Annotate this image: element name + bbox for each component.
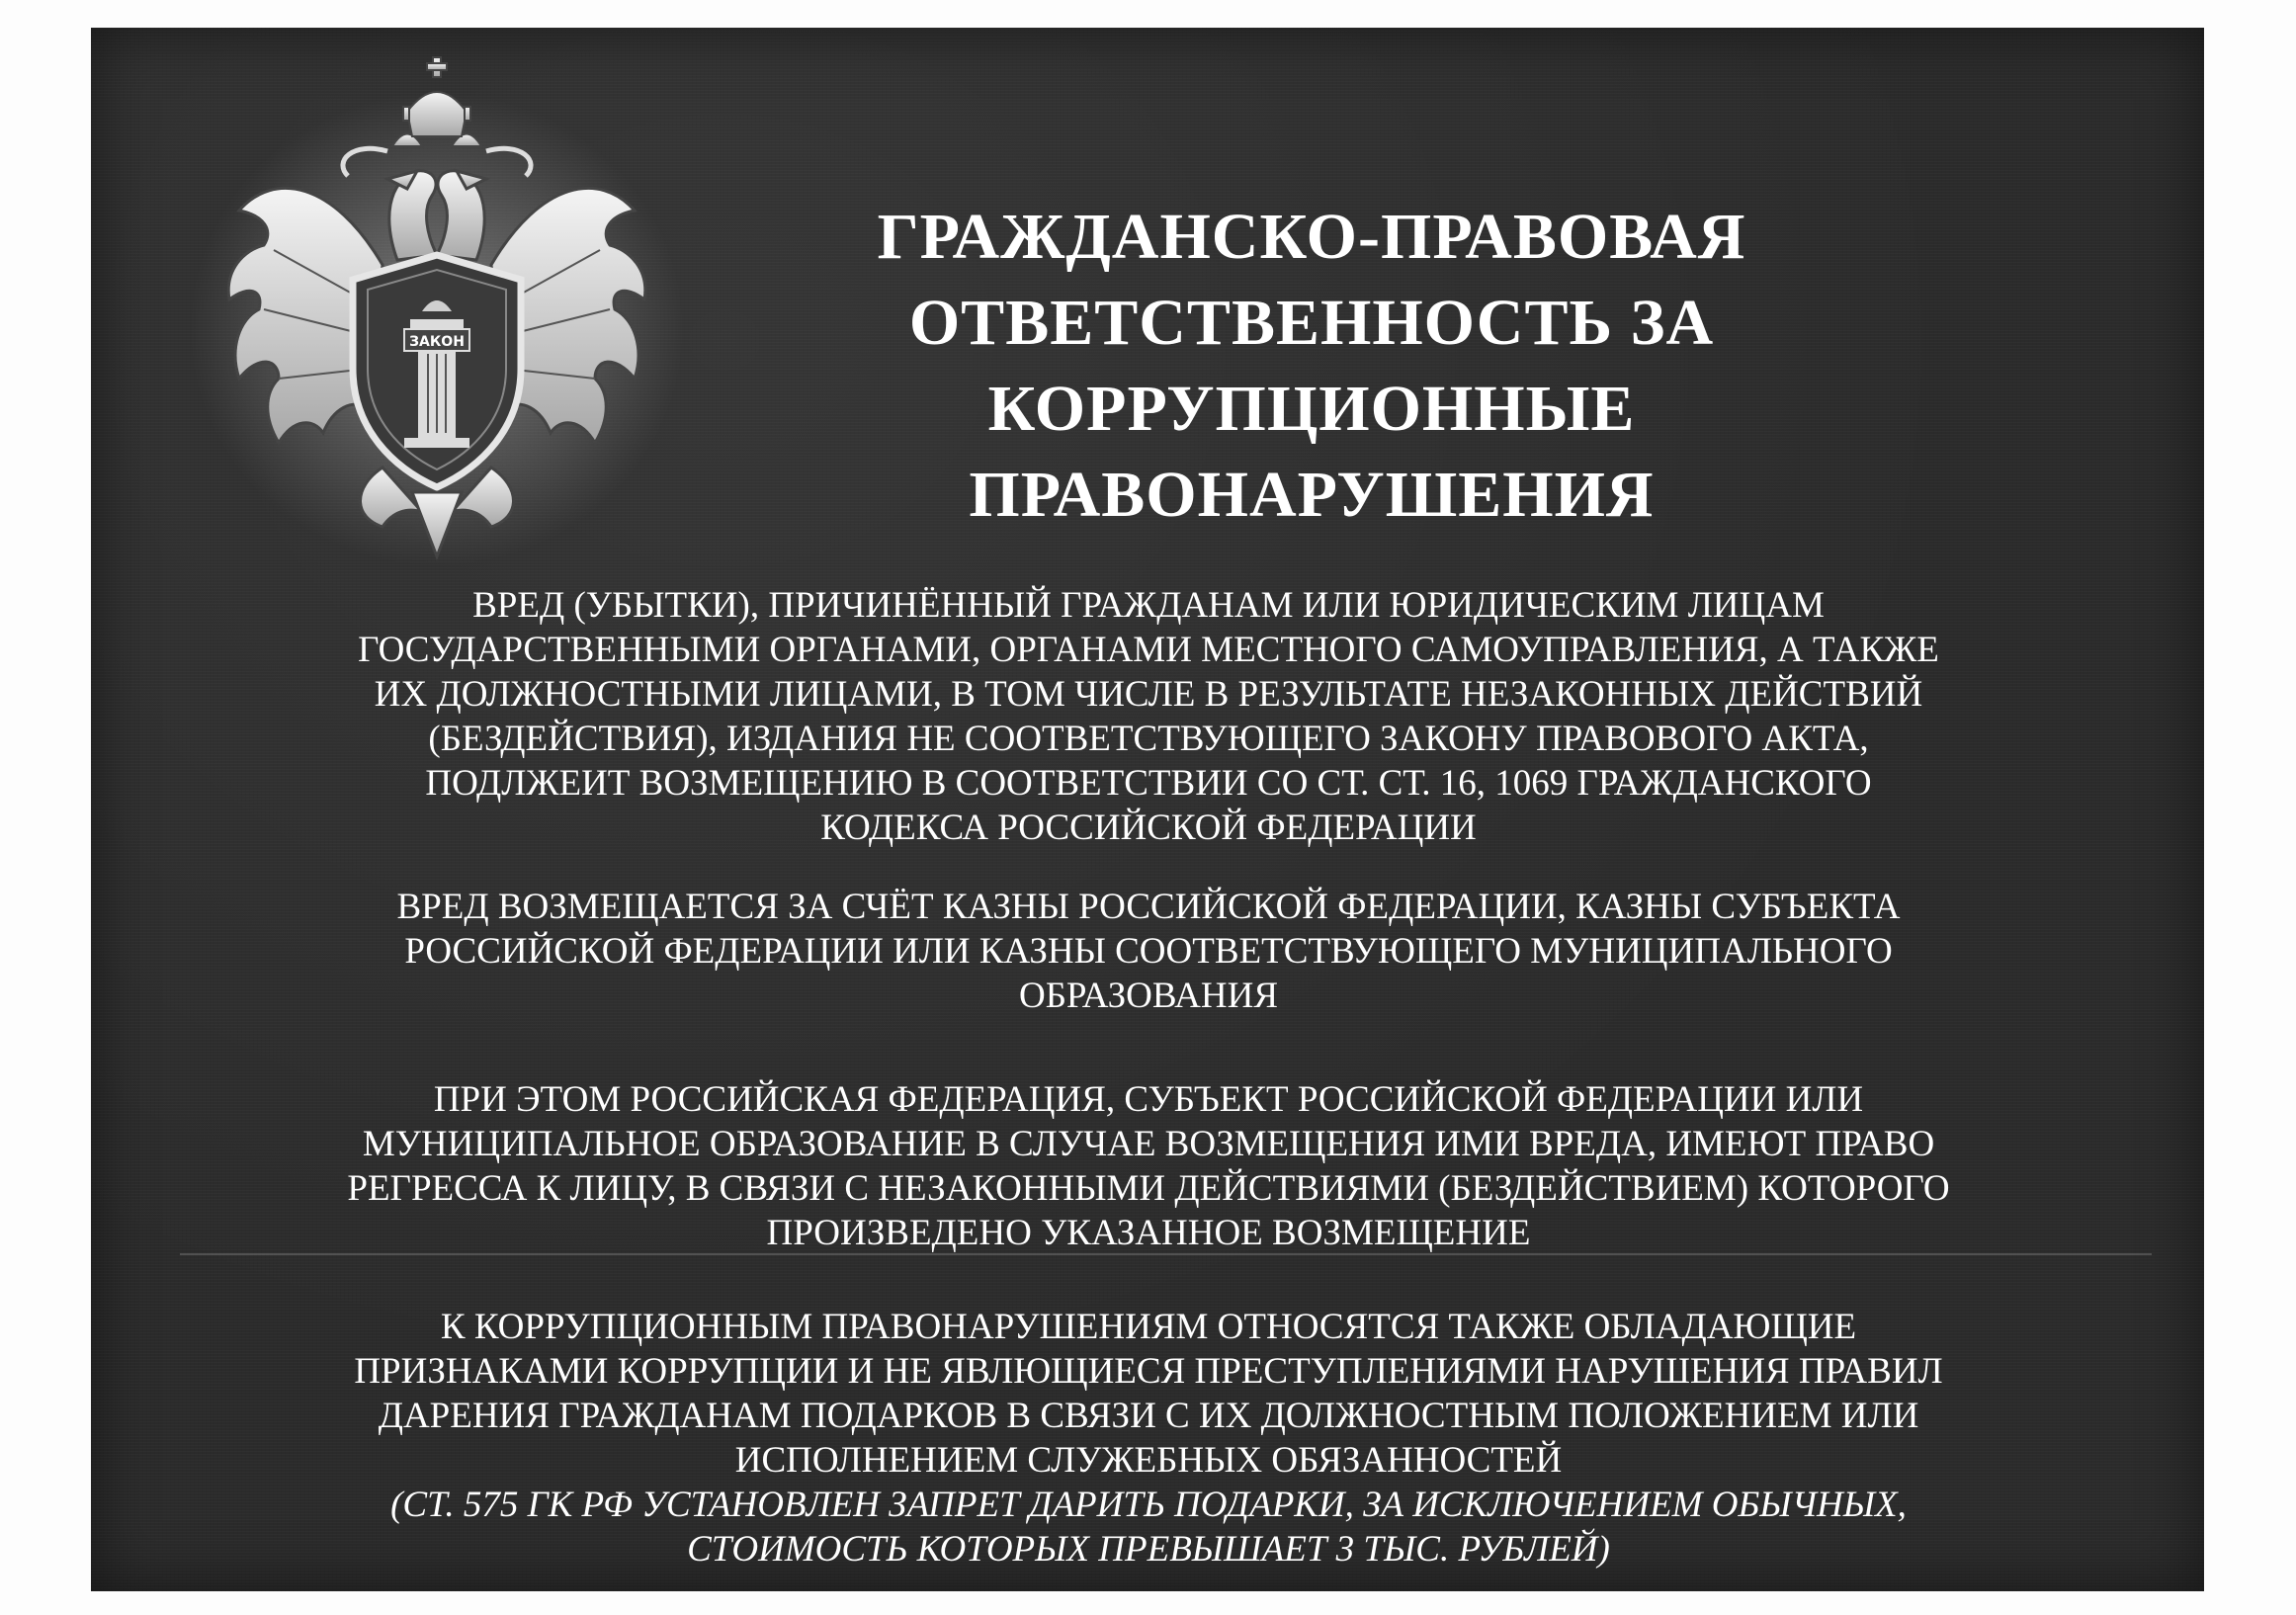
svg-text:ЗАКОН: ЗАКОН	[409, 334, 465, 350]
section-divider	[180, 1253, 2152, 1255]
text-line: РОССИЙСКОЙ ФЕДЕРАЦИИ ИЛИ КАЗНЫ СООТВЕТСТВУЮЩЕГО МУНИЦИПАЛЬНОГО	[404, 931, 1893, 972]
prosecutor-emblem-icon	[185, 52, 689, 571]
title-line: ОТВЕТСТВЕННОСТЬ ЗА	[908, 287, 1715, 359]
note-line: СТОИМОСТЬ КОТОРЫХ ПРЕВЫШАЕТ 3 ТЫС. РУБЛЕЙ)	[687, 1529, 1610, 1570]
poster-title	[704, 194, 1919, 538]
text-line: ПРИЗНАКАМИ КОРРУПЦИИ И НЕ ЯВЛЮЩИЕСЯ ПРЕСТУПЛЕНИЯМИ НАРУШЕНИЯ ПРАВИЛ	[354, 1351, 1943, 1392]
paragraph-damage-compensation	[289, 583, 2008, 850]
poster	[91, 28, 2204, 1591]
text-line: ПРИ ЭТОМ РОССИЙСКАЯ ФЕДЕРАЦИЯ, СУБЪЕКТ РОССИЙСКОЙ ФЕДЕРАЦИИ ИЛИ	[433, 1079, 1864, 1120]
note-line: (СТ. 575 ГК РФ УСТАНОВЛЕН ЗАПРЕТ ДАРИТЬ ПОДАРКИ, ЗА ИСКЛЮЧЕНИЕМ ОБЫЧНЫХ,	[390, 1485, 1907, 1525]
text-line: ОБРАЗОВАНИЯ	[1018, 976, 1279, 1016]
text-line: ВРЕД ВОЗМЕЩАЕТСЯ ЗА СЧЁТ КАЗНЫ РОССИЙСКОЙ ФЕДЕРАЦИИ, КАЗНЫ СУБЪЕКТА	[396, 887, 1901, 927]
title-line: КОРРУПЦИОННЫЕ	[987, 373, 1636, 445]
paragraph-gifts	[289, 1305, 2008, 1572]
text-line: РЕГРЕССА К ЛИЦУ, В СВЯЗИ С НЕЗАКОННЫМИ ДЕЙСТВИЯМИ (БЕЗДЕЙСТВИЕМ) КОТОРОГО	[347, 1168, 1950, 1209]
text-line: ПРОИЗВЕДЕНО УКАЗАННОЕ ВОЗМЕЩЕНИЕ	[766, 1213, 1531, 1253]
paragraph-treasury	[289, 885, 2008, 1018]
title-line: ГРАЖДАНСКО-ПРАВОВАЯ	[877, 201, 1746, 273]
text-line: К КОРРУПЦИОННЫМ ПРАВОНАРУШЕНИЯМ ОТНОСЯТСЯ ТАКЖЕ ОБЛАДАЮЩИЕ	[440, 1307, 1857, 1347]
text-line: ИСПОЛНЕНИЕМ СЛУЖЕБНЫХ ОБЯЗАННОСТЕЙ	[734, 1440, 1563, 1481]
text-line: ВРЕД (УБЫТКИ), ПРИЧИНЁННЫЙ ГРАЖДАНАМ ИЛИ ЮРИДИЧЕСКИМ ЛИЦАМ	[472, 585, 1825, 626]
text-line: ИХ ДОЛЖНОСТНЫМИ ЛИЦАМИ, В ТОМ ЧИСЛЕ В РЕЗУЛЬТАТЕ НЕЗАКОННЫХ ДЕЙСТВИЙ	[374, 674, 1923, 715]
text-line: (БЕЗДЕЙСТВИЯ), ИЗДАНИЯ НЕ СООТВЕТСТВУЮЩЕГО ЗАКОНУ ПРАВОВОГО АКТА,	[428, 719, 1869, 759]
text-line: МУНИЦИПАЛЬНОЕ ОБРАЗОВАНИЕ В СЛУЧАЕ ВОЗМЕЩЕНИЯ ИМИ ВРЕДА, ИМЕЮТ ПРАВО	[362, 1124, 1935, 1164]
title-line: ПРАВОНАРУШЕНИЯ	[969, 459, 1655, 531]
text-line: ГОСУДАРСТВЕННЫМИ ОРГАНАМИ, ОРГАНАМИ МЕСТНОГО САМОУПРАВЛЕНИЯ, А ТАКЖЕ	[358, 630, 1939, 670]
text-line: ДАРЕНИЯ ГРАЖДАНАМ ПОДАРКОВ В СВЯЗИ С ИХ ДОЛЖНОСТНЫМ ПОЛОЖЕНИЕМ ИЛИ	[378, 1396, 1919, 1436]
text-line: КОДЕКСА РОССИЙСКОЙ ФЕДЕРАЦИИ	[820, 808, 1477, 848]
text-line: ПОДЛЖЕИТ ВОЗМЕЩЕНИЮ В СООТВЕТСТВИИ СО СТ. СТ. 16, 1069 ГРАЖДАНСКОГО	[425, 763, 1872, 804]
paragraph-regress	[289, 1077, 2008, 1255]
